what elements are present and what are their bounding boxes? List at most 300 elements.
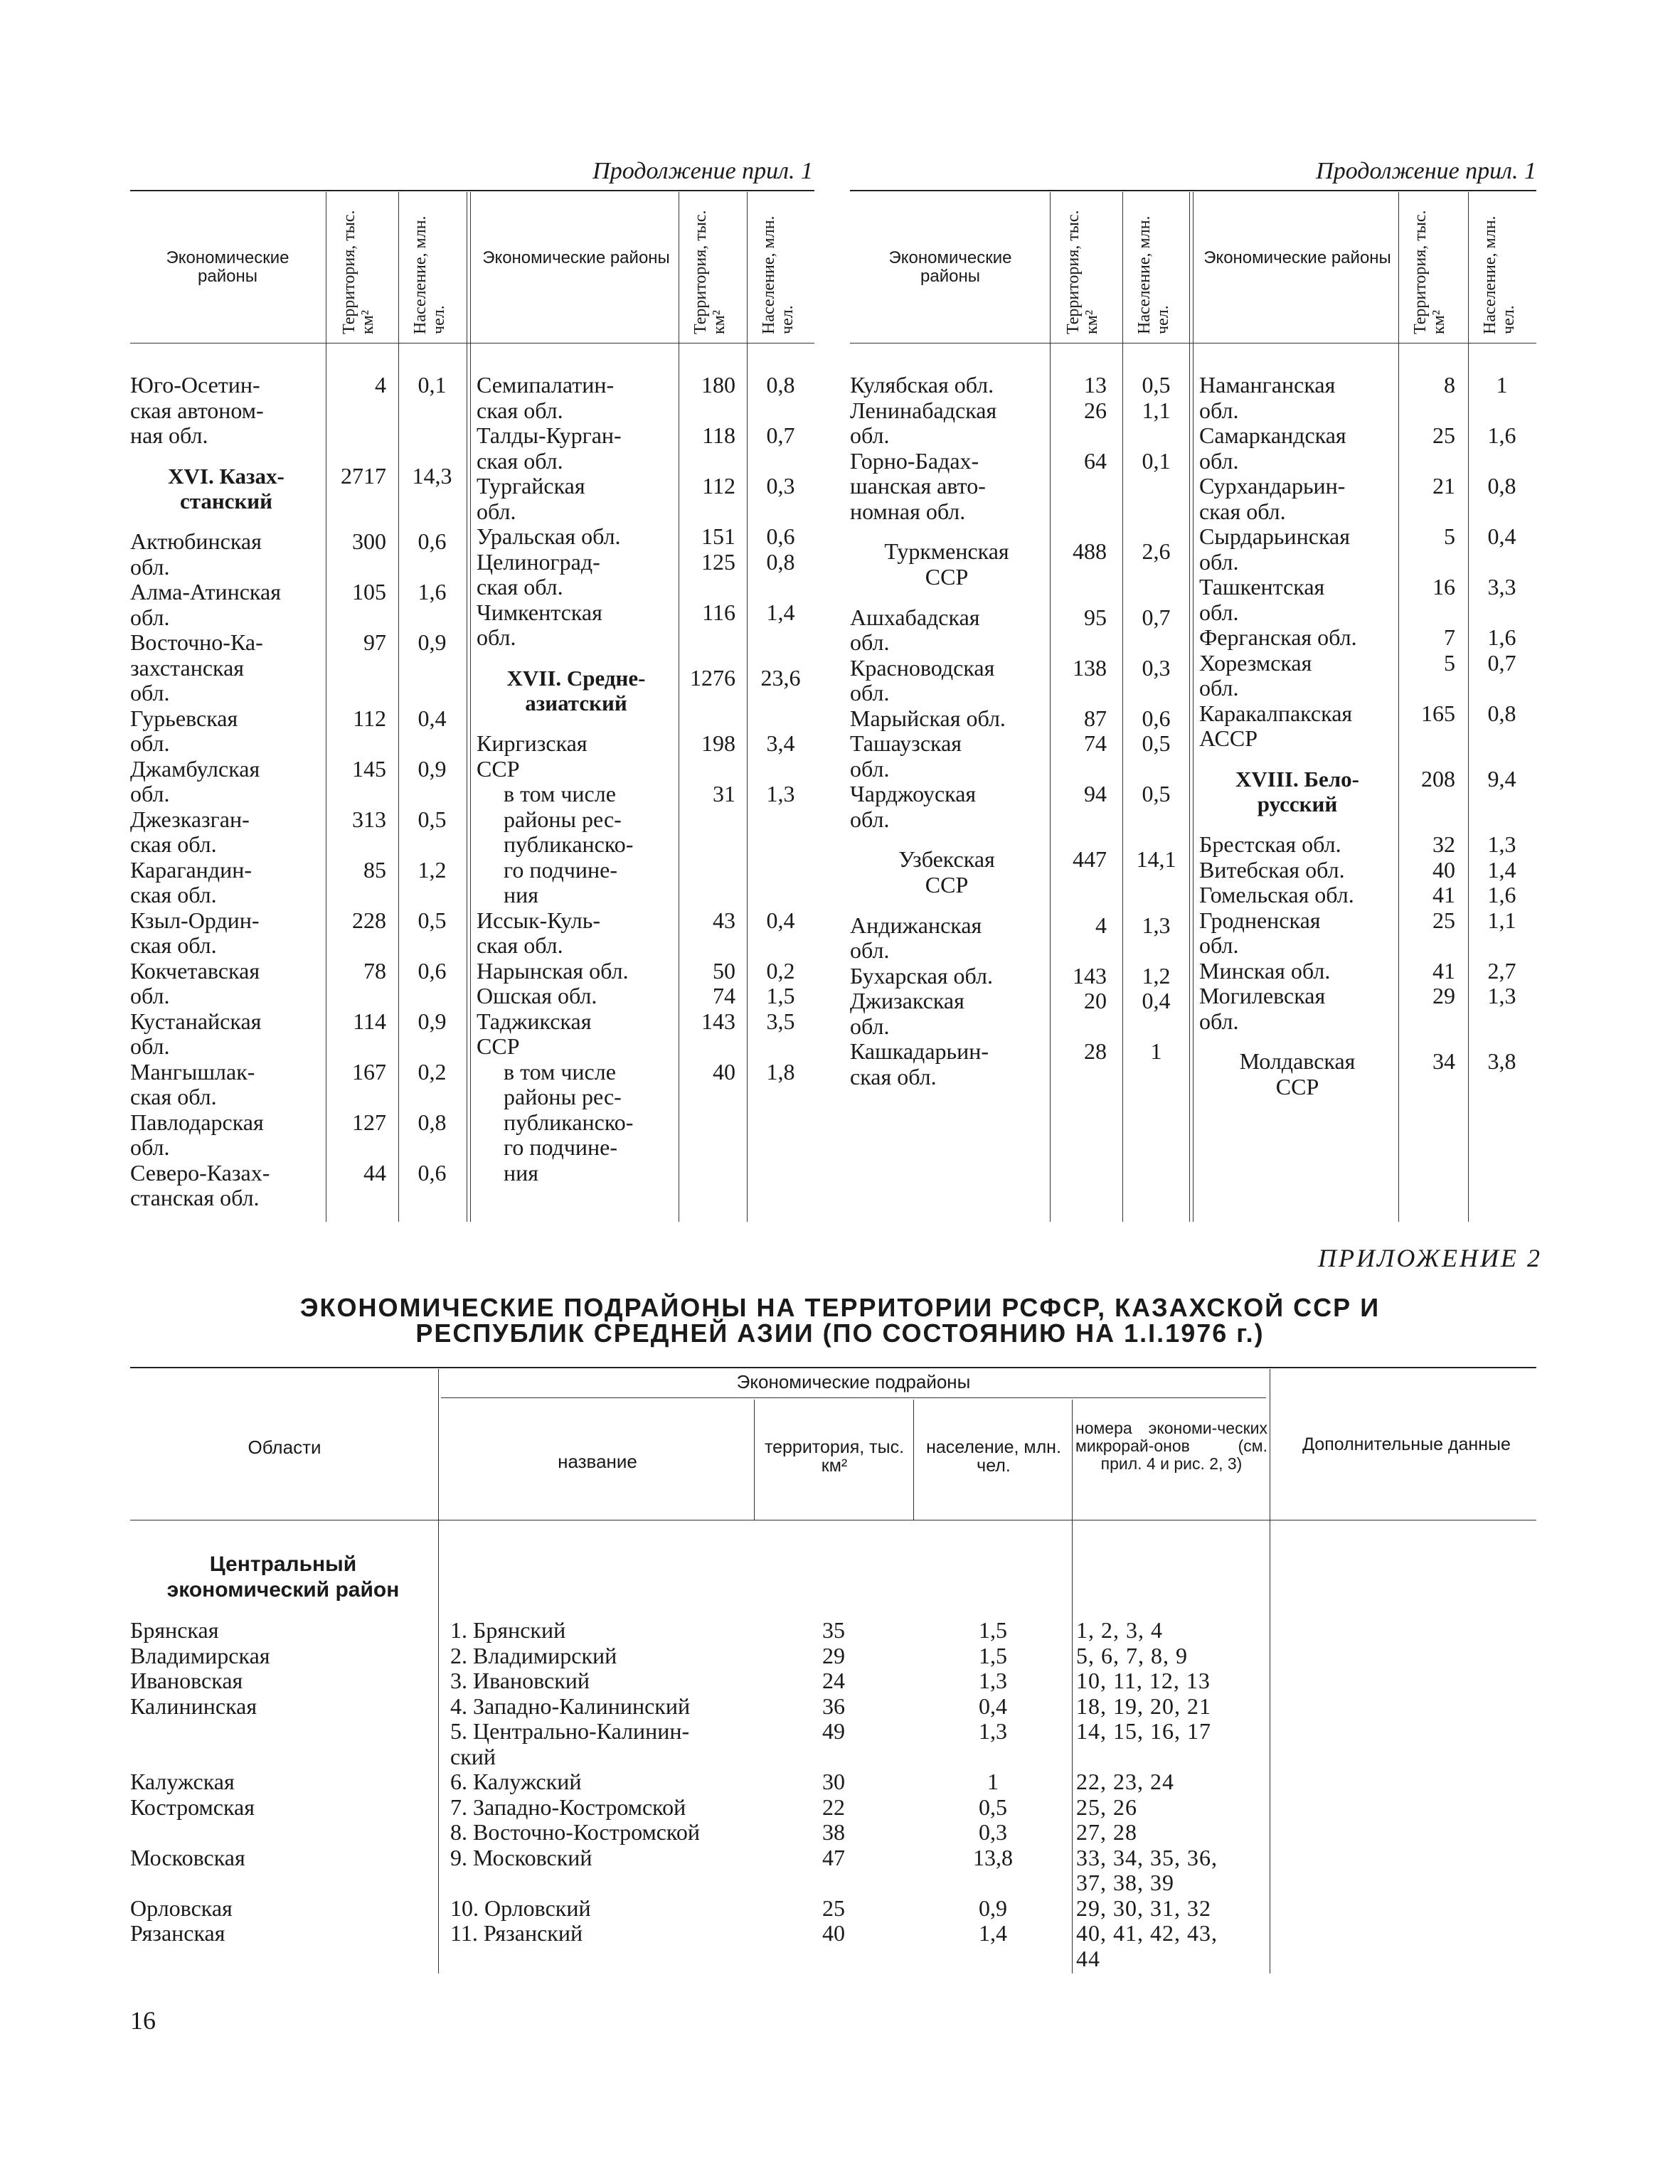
a2-header-name: название: [558, 1451, 637, 1472]
a2-vrule-4: [1072, 1400, 1073, 1973]
territory-value: 198: [701, 730, 735, 757]
population-value: 0,6: [418, 1159, 447, 1186]
subdistrict-name: 9. Московский: [450, 1844, 592, 1870]
population-value: 0,4: [1487, 523, 1516, 549]
population-value: 0,8: [1487, 700, 1516, 726]
district-name-line: обл.: [1199, 932, 1239, 959]
district-name-line: Витебская обл.: [1199, 856, 1345, 883]
population-value: 0,7: [1142, 604, 1171, 630]
a2-header-micro: номера экономи-ческих микрорай-онов (см. прил. 4 и рис. 2, 3): [1075, 1419, 1267, 1473]
district-name-line: Минская обл.: [1199, 957, 1331, 984]
left-header-district-b: Экономические районы: [482, 248, 670, 267]
population-value: 0,6: [418, 957, 447, 984]
oblast-name: Ивановская: [130, 1668, 243, 1693]
district-name-line: Ошская обл.: [477, 983, 597, 1009]
microdistrict-numbers: 29, 30, 31, 32: [1076, 1895, 1211, 1921]
district-name-line: ССР: [925, 563, 969, 590]
district-name-line: Таджикская: [477, 1008, 592, 1034]
population-value: 0,3: [979, 1819, 1007, 1845]
oblast-name: Калининская: [130, 1693, 257, 1719]
district-name-line: Нарынская обл.: [477, 957, 629, 984]
territory-value: 78: [363, 957, 386, 984]
population-value: 3,8: [1487, 1048, 1516, 1075]
population-value: 0,2: [418, 1058, 447, 1085]
population-value: 0,4: [418, 705, 447, 731]
district-name-line: Чарджоуская: [850, 781, 977, 807]
population-value: 0,2: [766, 957, 795, 984]
district-name-line: обл.: [130, 553, 170, 580]
territory-value: 40: [713, 1058, 735, 1085]
population-value: 0,4: [1142, 988, 1171, 1014]
population-value: 3,4: [766, 730, 795, 757]
territory-value: 95: [1084, 604, 1107, 630]
district-name-line: ская обл.: [1199, 498, 1286, 524]
district-name-line: обл.: [850, 806, 890, 832]
left-header-territory-b: Территория, тыс. км²: [691, 210, 728, 334]
district-name-line: Ташкентская: [1199, 574, 1325, 600]
district-name-line: обл.: [477, 498, 516, 524]
territory-value: 488: [1073, 538, 1107, 565]
oblast-name: Орловская: [130, 1895, 233, 1921]
territory-value: 97: [363, 629, 386, 656]
territory-value: 34: [1432, 1048, 1455, 1075]
territory-value: 47: [822, 1844, 845, 1870]
population-value: 0,7: [766, 422, 795, 448]
microdistrict-numbers: 27, 28: [1076, 1819, 1137, 1845]
subdistrict-name: 4. Западно-Калининский: [450, 1693, 691, 1719]
left-vrule-double: [467, 192, 471, 1222]
district-name-line: обл.: [1199, 447, 1239, 474]
district-name-line: публиканско-: [504, 831, 634, 858]
population-value: 1,2: [418, 856, 447, 883]
district-name-line: ская обл.: [477, 447, 563, 474]
district-name-line: Каракалпакская: [1199, 700, 1353, 726]
territory-value: 7: [1444, 624, 1455, 650]
territory-value: 138: [1073, 654, 1107, 681]
district-name-line: обл.: [850, 680, 890, 706]
population-value: 9,4: [1487, 765, 1516, 792]
district-name-line: номная обл.: [850, 498, 966, 524]
territory-value: 16: [1432, 574, 1455, 600]
district-name-line: в том числе: [504, 1058, 616, 1085]
population-value: 0,5: [1142, 372, 1171, 398]
microdistrict-numbers: 10, 11, 12, 13: [1076, 1668, 1211, 1693]
district-name-line: ская обл.: [130, 882, 217, 908]
left-header-territory-a: Территория, тыс. км²: [340, 210, 377, 334]
population-value: 1,2: [1142, 962, 1171, 989]
district-name-line: районы рес-: [504, 1084, 622, 1110]
population-value: 1,5: [766, 983, 795, 1009]
district-name-line: Туркменская: [884, 538, 1009, 565]
population-value: 1,3: [1142, 912, 1171, 938]
subdistrict-name: 3. Ивановский: [450, 1668, 590, 1693]
population-value: 0,6: [766, 523, 795, 549]
oblast-name: Костромская: [130, 1794, 255, 1820]
population-value: 0,4: [766, 907, 795, 933]
district-name-line: Талды-Курган-: [477, 422, 622, 448]
district-name-line: ская обл.: [477, 574, 563, 600]
territory-value: 41: [1432, 957, 1455, 984]
territory-value: 151: [701, 523, 735, 549]
territory-value: 32: [1432, 831, 1455, 858]
population-value: 1,6: [1487, 422, 1516, 448]
oblast-name: Калужская: [130, 1769, 235, 1794]
district-name-line: Могилевская: [1199, 983, 1326, 1009]
continuation-left: Продолжение прил. 1: [592, 158, 813, 184]
territory-value: 1276: [690, 664, 735, 691]
district-name-line: Гурьевская: [130, 705, 238, 731]
district-name-line: ССР: [1275, 1073, 1319, 1099]
district-name-line: ния: [504, 882, 538, 908]
district-name-line: ская обл.: [850, 1063, 937, 1090]
district-name-line: Самаркандская: [1199, 422, 1346, 448]
district-name-line: Павлодарская: [130, 1109, 264, 1135]
a2-vrule-2: [754, 1400, 755, 1520]
territory-value: 143: [1073, 962, 1107, 989]
population-value: 1,1: [1142, 397, 1171, 423]
population-value: 0,3: [766, 473, 795, 499]
right-header-territory-b: Территория, тыс. км²: [1411, 210, 1448, 334]
oblast-name: Брянская: [130, 1617, 219, 1643]
subdistrict-name: 7. Западно-Костромской: [450, 1794, 686, 1820]
district-name-line: Киргизская: [477, 730, 588, 757]
territory-value: 208: [1421, 765, 1455, 792]
district-name-line: станская обл.: [130, 1185, 260, 1211]
oblast-name: Рязанская: [130, 1920, 225, 1946]
district-name-line: Брестская обл.: [1199, 831, 1341, 858]
population-value: 1,4: [979, 1920, 1007, 1946]
district-name-line: го подчине-: [504, 1134, 618, 1161]
population-value: 1,5: [979, 1617, 1007, 1643]
territory-value: 64: [1084, 447, 1107, 474]
territory-value: 31: [713, 781, 735, 807]
territory-value: 25: [822, 1895, 845, 1921]
territory-value: 49: [822, 1718, 845, 1744]
district-name-line: обл.: [1199, 1008, 1239, 1034]
territory-value: 313: [352, 806, 386, 832]
district-name-line: Кокчетавская: [130, 957, 260, 984]
district-name-line: захстанская: [130, 654, 245, 681]
microdistrict-numbers: 5, 6, 7, 8, 9: [1076, 1642, 1188, 1668]
right-header-population-a: Население, млн. чел.: [1135, 215, 1172, 334]
district-name-line: обл.: [1199, 675, 1239, 701]
district-name-line: обл.: [130, 604, 170, 630]
microdistrict-numbers: 37, 38, 39: [1076, 1870, 1174, 1895]
population-value: 0,1: [1142, 447, 1171, 474]
territory-value: 29: [822, 1642, 845, 1668]
population-value: 1,3: [766, 781, 795, 807]
population-value: 0,5: [418, 907, 447, 933]
territory-value: 43: [713, 907, 735, 933]
district-name-line: АССР: [1199, 725, 1258, 751]
district-name-line: XVI. Казах-: [168, 463, 285, 489]
territory-value: 447: [1073, 846, 1107, 873]
district-name-line: Ферганская обл.: [1199, 624, 1357, 650]
district-name-line: Узбекская: [898, 846, 995, 873]
territory-value: 50: [713, 957, 735, 984]
territory-value: 8: [1444, 372, 1455, 398]
population-value: 0,8: [418, 1109, 447, 1135]
district-name-line: Сурхандарьин-: [1199, 473, 1346, 499]
district-name-line: Гомельская обл.: [1199, 882, 1354, 908]
district-name-line: обл.: [130, 1033, 170, 1060]
district-name-line: обл.: [477, 624, 516, 650]
territory-value: 26: [1084, 397, 1107, 423]
district-name-line: Алма-Атинская: [130, 579, 281, 605]
district-name-line: Андижанская: [850, 912, 982, 938]
district-name-line: ская обл.: [130, 1084, 217, 1110]
district-name-line: Сырдарьинская: [1199, 523, 1350, 549]
population-value: 1,6: [418, 579, 447, 605]
district-name-line: Северо-Казах-: [130, 1159, 270, 1186]
district-name-line: Целиноград-: [477, 548, 600, 575]
a2-section-heading: Центральный экономический район: [166, 1552, 400, 1602]
a2-header-extra: Дополнительные данные: [1302, 1434, 1511, 1454]
left-top-rule: [130, 190, 814, 191]
district-name-line: обл.: [130, 983, 170, 1009]
district-name-line: обл.: [850, 755, 890, 782]
population-value: 1,3: [979, 1668, 1007, 1693]
district-name-line: обл.: [1199, 397, 1239, 423]
a2-header-regions: Области: [248, 1437, 321, 1458]
territory-value: 165: [1421, 700, 1455, 726]
territory-value: 125: [701, 548, 735, 575]
subdistrict-name: 5. Центрально-Калинин-: [450, 1718, 690, 1744]
a2-header-population: население, млн. чел.: [926, 1437, 1061, 1476]
territory-value: 30: [822, 1769, 845, 1794]
district-name-line: Бухарская обл.: [850, 962, 993, 989]
population-value: 14,3: [412, 462, 452, 489]
territory-value: 112: [702, 473, 735, 499]
territory-value: 24: [822, 1668, 845, 1693]
a2-top-rule: [130, 1367, 1536, 1368]
district-name-line: Наманганская: [1199, 372, 1336, 398]
population-value: 0,9: [418, 1008, 447, 1034]
oblast-name: Московская: [130, 1844, 245, 1870]
district-name-line: Марыйская обл.: [850, 705, 1006, 731]
territory-value: 74: [713, 983, 735, 1009]
district-name-line: обл.: [130, 1134, 170, 1161]
district-name-line: Юго-Осетин-: [130, 372, 260, 398]
territory-value: 4: [1095, 912, 1107, 938]
population-value: 0,9: [418, 629, 447, 656]
territory-value: 4: [375, 372, 386, 398]
district-name-line: ния: [504, 1159, 538, 1186]
population-value: 13,8: [973, 1844, 1013, 1870]
district-name-line: Уральская обл.: [477, 523, 621, 549]
district-name-line: Горно-Бадах-: [850, 447, 979, 474]
territory-value: 2717: [341, 462, 386, 489]
district-name-line: ская обл.: [130, 932, 217, 959]
territory-value: 38: [822, 1819, 845, 1845]
territory-value: 145: [352, 755, 386, 782]
subdistrict-name: 11. Рязанский: [450, 1920, 583, 1946]
subdistrict-name: ский: [450, 1743, 496, 1769]
district-name-line: шанская авто-: [850, 473, 986, 499]
territory-value: 25: [1432, 907, 1455, 933]
population-value: 1,3: [1487, 983, 1516, 1009]
district-name-line: ская обл.: [477, 397, 563, 423]
population-value: 1: [1150, 1038, 1162, 1065]
district-name-line: ская обл.: [130, 831, 217, 858]
district-name-line: Мангышлак-: [130, 1058, 255, 1085]
a2-header-territory: территория, тыс. км²: [764, 1437, 905, 1476]
district-name-line: Чимкентская: [477, 599, 602, 625]
district-name-line: Джезказган-: [130, 806, 250, 832]
page-number: 16: [130, 2006, 156, 2035]
right-header-population-b: Население, млн. чел.: [1481, 215, 1518, 334]
district-name-line: ССР: [477, 1033, 520, 1060]
population-value: 0,5: [979, 1794, 1007, 1820]
district-name-line: обл.: [850, 937, 890, 964]
district-name-line: Кзыл-Ордин-: [130, 907, 260, 933]
population-value: 1,6: [1487, 624, 1516, 650]
a2-header-group: Экономические подрайоны: [736, 1371, 971, 1392]
district-name-line: Гродненская: [1199, 907, 1321, 933]
microdistrict-numbers: 25, 26: [1076, 1794, 1137, 1820]
district-name-line: XVII. Средне-: [506, 665, 646, 691]
oblast-name: Владимирская: [130, 1642, 270, 1668]
population-value: 0,7: [1487, 649, 1516, 676]
district-name-line: Иссык-Куль-: [477, 907, 600, 933]
population-value: 0,1: [418, 372, 447, 398]
district-name-line: ССР: [477, 755, 520, 782]
a2-vrule-1: [438, 1369, 439, 1973]
district-name-line: Ташаузская: [850, 730, 962, 757]
population-value: 0,9: [979, 1895, 1007, 1921]
territory-value: 85: [363, 856, 386, 883]
population-value: 0,4: [979, 1693, 1007, 1719]
district-name-line: Кулябская обл.: [850, 372, 994, 398]
district-name-line: обл.: [850, 629, 890, 656]
subdistrict-name: 10. Орловский: [450, 1895, 591, 1921]
territory-value: 116: [702, 599, 735, 625]
appendix-label: ПРИЛОЖЕНИЕ 2: [1318, 1244, 1542, 1272]
district-name-line: станский: [179, 489, 273, 514]
district-name-line: Кашкадарьин-: [850, 1038, 989, 1065]
appendix-title-line1: ЭКОНОМИЧЕСКИЕ ПОДРАЙОНЫ НА ТЕРРИТОРИИ РСФСР, КАЗАХСКОЙ ССР И: [299, 1293, 1381, 1322]
territory-value: 40: [1432, 856, 1455, 883]
district-name-line: Джизакская: [850, 988, 964, 1014]
population-value: 1,4: [1487, 856, 1516, 883]
subdistrict-name: 2. Владимирский: [450, 1642, 617, 1668]
district-name-line: Молдавская: [1239, 1048, 1356, 1075]
territory-value: 74: [1084, 730, 1107, 757]
population-value: 1,3: [1487, 831, 1516, 858]
district-name-line: го подчине-: [504, 856, 618, 883]
territory-value: 25: [1432, 422, 1455, 448]
population-value: 1,5: [979, 1642, 1007, 1668]
population-value: 1: [1496, 372, 1508, 398]
district-name-line: обл.: [1199, 599, 1239, 625]
district-name-line: Хорезмская: [1199, 649, 1312, 676]
territory-value: 167: [352, 1058, 386, 1085]
territory-value: 180: [701, 372, 735, 398]
district-name-line: обл.: [130, 680, 170, 706]
continuation-right: Продолжение прил. 1: [1316, 158, 1536, 184]
territory-value: 114: [353, 1008, 386, 1034]
district-name-line: Карагандин-: [130, 856, 252, 883]
district-name-line: обл.: [130, 730, 170, 757]
territory-value: 118: [702, 422, 735, 448]
territory-value: 94: [1084, 781, 1107, 807]
district-name-line: ская автоном-: [130, 397, 264, 423]
population-value: 0,6: [1142, 705, 1171, 731]
territory-value: 87: [1084, 705, 1107, 731]
microdistrict-numbers: 44: [1076, 1945, 1100, 1971]
territory-value: 21: [1432, 473, 1455, 499]
microdistrict-numbers: 18, 19, 20, 21: [1076, 1693, 1211, 1719]
microdistrict-numbers: 22, 23, 24: [1076, 1769, 1174, 1794]
district-name-line: Красноводская: [850, 654, 995, 681]
population-value: 1,4: [766, 599, 795, 625]
territory-value: 112: [353, 705, 386, 731]
population-value: 1,6: [1487, 882, 1516, 908]
district-name-line: районы рес-: [504, 806, 622, 832]
district-name-line: Актюбинская: [130, 528, 262, 555]
territory-value: 40: [822, 1920, 845, 1946]
right-header-territory-a: Территория, тыс. км²: [1064, 210, 1101, 334]
microdistrict-numbers: 14, 15, 16, 17: [1076, 1718, 1211, 1744]
territory-value: 13: [1084, 372, 1107, 398]
population-value: 1: [987, 1769, 999, 1794]
territory-value: 5: [1444, 649, 1455, 676]
population-value: 0,3: [1142, 654, 1171, 681]
territory-value: 22: [822, 1794, 845, 1820]
population-value: 2,7: [1487, 957, 1516, 984]
district-name-line: русский: [1257, 792, 1338, 817]
population-value: 1,8: [766, 1058, 795, 1085]
territory-value: 35: [822, 1617, 845, 1643]
population-value: 14,1: [1136, 846, 1176, 873]
left-header-district-a: Экономические районы: [166, 248, 289, 286]
population-value: 0,5: [1142, 781, 1171, 807]
subdistrict-name: 8. Восточно-Костромской: [450, 1819, 700, 1845]
territory-value: 28: [1084, 1038, 1107, 1065]
district-name-line: обл.: [850, 422, 890, 448]
population-value: 2,6: [1142, 538, 1171, 565]
territory-value: 5: [1444, 523, 1455, 549]
district-name-line: ная обл.: [130, 422, 208, 448]
district-name-line: Кустанайская: [130, 1008, 262, 1034]
district-name-line: Тургайская: [477, 473, 585, 499]
right-header-district-b: Экономические районы: [1203, 248, 1391, 267]
microdistrict-numbers: 1, 2, 3, 4: [1076, 1617, 1163, 1643]
a2-group-rule: [441, 1397, 1266, 1398]
district-name-line: Ашхабадская: [850, 604, 980, 630]
population-value: 3,3: [1487, 574, 1516, 600]
population-value: 0,8: [1487, 473, 1516, 499]
microdistrict-numbers: 40, 41, 42, 43,: [1076, 1920, 1218, 1946]
district-name-line: ССР: [925, 871, 969, 897]
district-name-line: обл.: [1199, 548, 1239, 575]
district-name-line: в том числе: [504, 781, 616, 807]
district-name-line: XVIII. Бело-: [1235, 766, 1359, 792]
population-value: 3,5: [766, 1008, 795, 1034]
population-value: 1,1: [1487, 907, 1516, 933]
population-value: 0,8: [766, 372, 795, 398]
district-name-line: публиканско-: [504, 1109, 634, 1135]
subdistrict-name: 6. Калужский: [450, 1769, 582, 1794]
district-name-line: Семипалатин-: [477, 372, 615, 398]
appendix-title-line2: РЕСПУБЛИК СРЕДНЕЙ АЗИИ (ПО СОСТОЯНИЮ НА 1.I.1976 г.): [415, 1319, 1265, 1348]
right-top-rule: [850, 190, 1536, 191]
district-name-line: азиатский: [525, 691, 627, 716]
left-header-population-a: Население, млн. чел.: [411, 215, 448, 334]
left-header-population-b: Население, млн. чел.: [760, 215, 797, 334]
a2-vrule-3: [913, 1400, 914, 1520]
population-value: 0,8: [766, 548, 795, 575]
